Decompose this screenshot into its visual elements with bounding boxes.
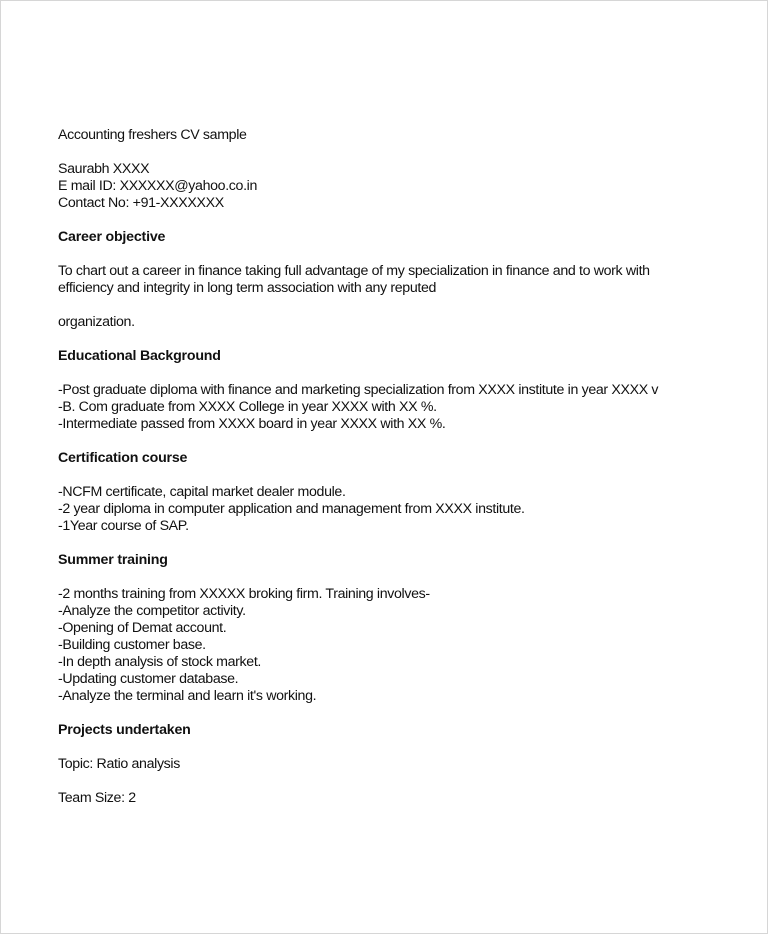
summer-training-item: -Updating customer database. xyxy=(58,671,239,687)
certification-item: -2 year diploma in computer application and management from XXXX institute. xyxy=(58,501,525,517)
career-objective-line: To chart out a career in finance taking full advantage of my specialization in finance and to work with xyxy=(58,263,650,279)
summer-training-item: -Analyze the competitor activity. xyxy=(58,603,246,619)
career-objective-heading: Career objective xyxy=(58,229,166,245)
education-item: -Intermediate passed from XXXX board in year XXXX with XX %. xyxy=(58,416,446,432)
summer-training-item: -2 months training from XXXXX broking firm. Training involves- xyxy=(58,586,430,602)
certification-item: -1Year course of SAP. xyxy=(58,518,189,534)
contact-name: Saurabh XXXX xyxy=(58,161,150,177)
summer-training-heading: Summer training xyxy=(58,552,168,568)
education-item: -Post graduate diploma with finance and marketing specialization from XXXX institute in year XXXX v xyxy=(58,382,659,398)
education-heading: Educational Background xyxy=(58,348,221,364)
certification-heading: Certification course xyxy=(58,450,188,466)
career-objective-text xyxy=(58,263,718,297)
contact-block xyxy=(58,161,718,212)
projects-heading: Projects undertaken xyxy=(58,722,191,738)
cv-content xyxy=(58,127,718,807)
summer-training-item: -Opening of Demat account. xyxy=(58,620,227,636)
education-list xyxy=(58,382,718,433)
summer-training-item: -Analyze the terminal and learn it's working. xyxy=(58,688,317,704)
project-team-size: Team Size: 2 xyxy=(58,790,136,806)
summer-training-list xyxy=(58,586,718,705)
project-topic: Topic: Ratio analysis xyxy=(58,756,180,772)
education-item: -B. Com graduate from XXXX College in year XXXX with XX %. xyxy=(58,399,437,415)
document-title: Accounting freshers CV sample xyxy=(58,127,247,143)
career-objective-line: efficiency and integrity in long term association with any reputed xyxy=(58,280,437,296)
contact-email: E mail ID: XXXXXX@yahoo.co.in xyxy=(58,178,258,194)
career-objective-continuation: organization. xyxy=(58,314,135,330)
contact-phone: Contact No: +91-XXXXXXX xyxy=(58,195,224,211)
summer-training-item: -Building customer base. xyxy=(58,637,206,653)
certification-item: -NCFM certificate, capital market dealer module. xyxy=(58,484,346,500)
certification-list xyxy=(58,484,718,535)
summer-training-item: -In depth analysis of stock market. xyxy=(58,654,262,670)
